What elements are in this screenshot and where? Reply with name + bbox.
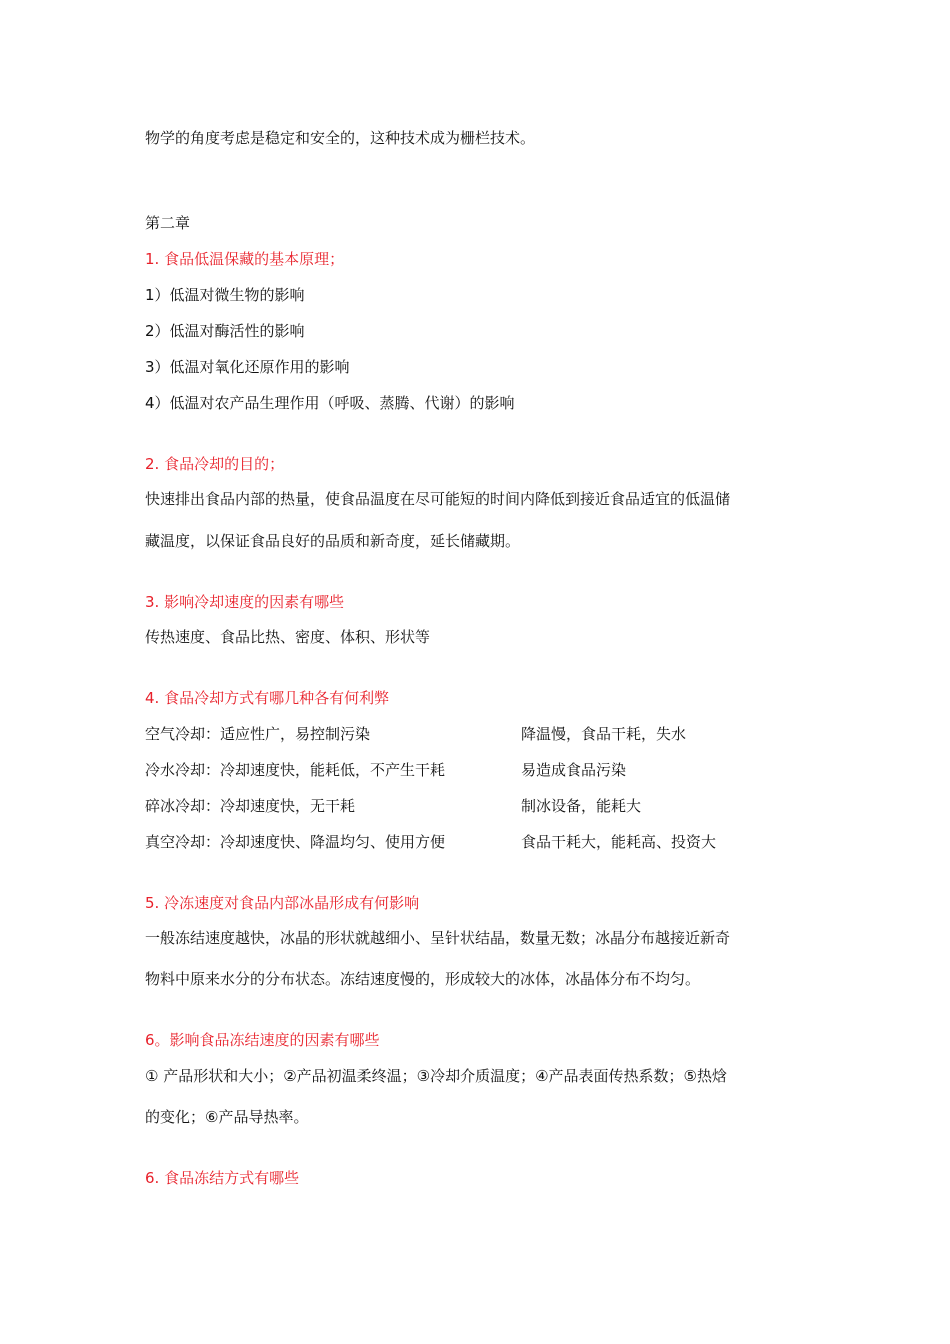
q1-item: 3）低温对氧化还原作用的影响 <box>145 358 350 376</box>
chapter-heading: 第二章 <box>145 214 191 232</box>
q5-text-line: 一般冻结速度越快，冰晶的形状就越细小、呈针状结晶，数量无数；冰晶分布越接近新奇 <box>145 929 731 947</box>
q6-text-line: 的变化；⑥产品导热率。 <box>145 1108 309 1126</box>
q2-text-line: 藏温度，以保证食品良好的品质和新奇度，延长储藏期。 <box>145 532 521 550</box>
q1-title: 1. 食品低温保藏的基本原理； <box>145 250 345 268</box>
q4-con: 易造成食品污染 <box>521 761 627 779</box>
q6-text-line: ① 产品形状和大小；②产品初温柔终温；③冷却介质温度；④产品表面传热系数；⑤热焓 <box>145 1067 728 1085</box>
q1-item: 2）低温对酶活性的影响 <box>145 322 305 340</box>
q4-con: 制冰设备，能耗大 <box>521 797 642 815</box>
q2-title: 2. 食品冷却的目的； <box>145 455 285 473</box>
q2-text-line: 快速排出食品内部的热量，使食品温度在尽可能短的时间内降低到接近食品适宜的低温储 <box>145 490 731 508</box>
q6-title: 6。影响食品冻结速度的因素有哪些 <box>145 1031 380 1049</box>
q4-con: 降温慢，食品干耗，失水 <box>521 725 687 743</box>
q7-title: 6. 食品冻结方式有哪些 <box>145 1169 300 1187</box>
q1-item: 4）低温对农产品生理作用（呼吸、蒸腾、代谢）的影响 <box>145 394 515 412</box>
intro-text: 物学的角度考虑是稳定和安全的，这种技术成为栅栏技术。 <box>145 129 536 147</box>
q3-text: 传热速度、食品比热、密度、体积、形状等 <box>145 628 431 646</box>
q4-con: 食品干耗大，能耗高、投资大 <box>521 833 717 851</box>
q4-pro: 空气冷却：适应性广，易控制污染 <box>145 725 371 743</box>
q4-pro: 碎冰冷却：冷却速度快，无干耗 <box>145 797 356 815</box>
q4-pro: 真空冷却：冷却速度快、降温均匀、使用方便 <box>145 833 446 851</box>
q4-title: 4. 食品冷却方式有哪几种各有何利弊 <box>145 689 390 707</box>
q4-pro: 冷水冷却：冷却速度快，能耗低，不产生干耗 <box>145 761 446 779</box>
q3-title: 3. 影响冷却速度的因素有哪些 <box>145 593 345 611</box>
q5-title: 5. 冷冻速度对食品内部冰晶形成有何影响 <box>145 894 420 912</box>
q1-item: 1）低温对微生物的影响 <box>145 286 305 304</box>
q5-text-line: 物料中原来水分的分布状态。冻结速度慢的，形成较大的冰体，冰晶体分布不均匀。 <box>145 970 701 988</box>
